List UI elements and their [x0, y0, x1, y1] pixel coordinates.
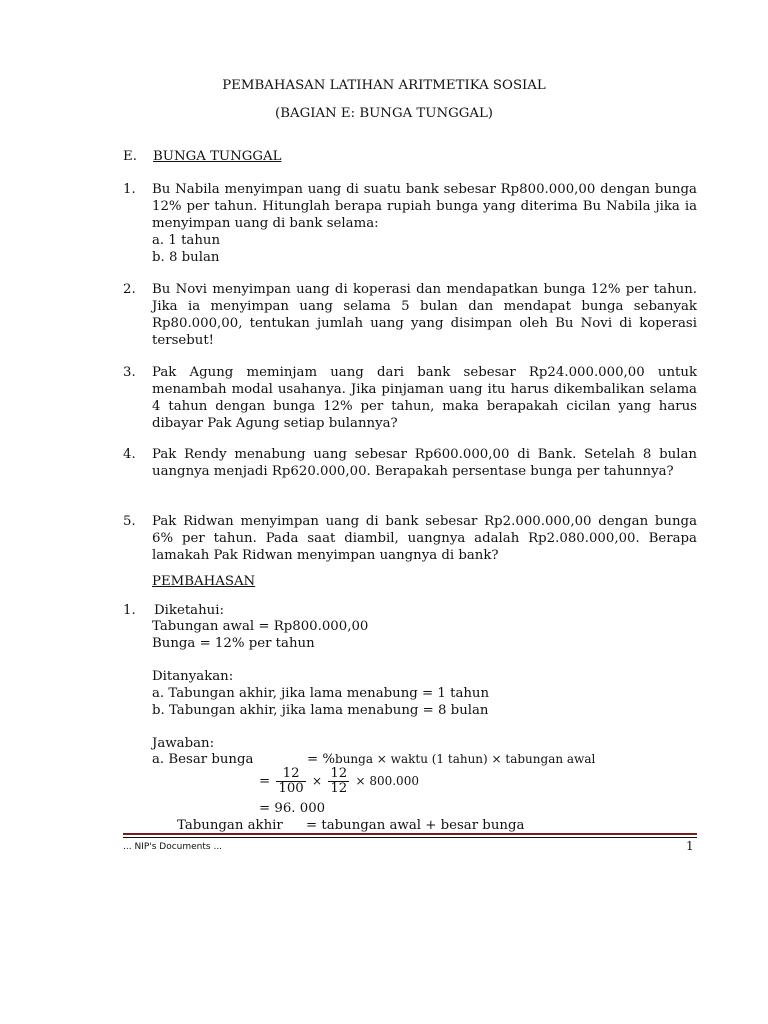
question-number: 3.	[123, 365, 136, 380]
document-subtitle: (BAGIAN E: BUNGA TUNGGAL)	[275, 106, 493, 121]
known-initial-savings: Tabungan awal = Rp800.000,00	[152, 619, 369, 634]
section-letter: E.	[123, 149, 137, 164]
pembahasan-heading: PEMBAHASAN	[152, 574, 256, 589]
section-name: BUNGA TUNGGAL	[153, 149, 282, 164]
section-heading	[123, 149, 281, 164]
calculation-line	[259, 767, 419, 796]
ask-item-b: b. Tabungan akhir, jika lama menabung = 8 bulan	[152, 703, 489, 718]
fraction-time	[328, 767, 349, 796]
fraction-numerator: 12	[330, 766, 348, 781]
question-text: Pak Ridwan menyimpan uang di bank sebesar Rp2.000.000,00 dengan bunga 6% per tahun. Pada saat diambil, uangnya adalah Rp2.080.000,00. Berapa lamakah Pak Ridwan menyimpan uangnya di bank?	[152, 514, 697, 563]
jawaban-label: Jawaban:	[152, 736, 215, 751]
question-number: 4.	[123, 447, 136, 462]
question-text: Bu Novi menyimpan uang di koperasi dan mendapatkan bunga 12% per tahun. Jika ia menyimpan uang selama 5 bulan dan mendapat bunga sebanyak Rp80.000,00, tentukan jumlah uang yang disimpan oleh Bu Novi di koperasi tersebut!	[152, 282, 697, 348]
besar-bunga-label: a. Besar bunga	[152, 752, 254, 767]
question-number: 2.	[123, 282, 136, 297]
question-text: Pak Rendy menabung uang sebesar Rp600.000,00 di Bank. Setelah 8 bulan uangnya menjadi Rp620.000,00. Berapakah persentase bunga per tahunnya?	[152, 447, 697, 479]
tabungan-akhir-label: Tabungan akhir	[177, 818, 283, 833]
question-item	[123, 513, 697, 564]
ditanyakan-label: Ditanyakan:	[152, 669, 234, 684]
question-item	[123, 364, 697, 432]
question-number: 5.	[123, 514, 136, 529]
footer-rule	[123, 837, 697, 838]
formula-line	[307, 751, 595, 768]
times-sign: ×	[312, 774, 323, 788]
question-item	[123, 446, 697, 480]
question-option: b. 8 bulan	[152, 250, 220, 265]
times-principal: × 800.000	[355, 774, 419, 788]
footer-text: ... NIP's Documents ...	[123, 842, 223, 852]
fraction-denominator: 12	[330, 781, 348, 796]
diketahui-label: Diketahui:	[154, 603, 224, 618]
document-title: PEMBAHASAN LATIHAN ARITMETIKA SOSIAL	[222, 78, 546, 93]
question-option: a. 1 tahun	[152, 233, 221, 248]
tabungan-akhir-formula: = tabungan awal + besar bunga	[306, 818, 525, 833]
calculation-result: = 96. 000	[259, 801, 326, 816]
question-text: Pak Agung meminjam uang dari bank sebesar Rp24.000.000,00 untuk menambah modal usahanya. Jika pinjaman uang itu harus dikembalikan selama 4 tahun dengan bunga 12% per tahun, maka berapakah cicilan yang harus dibayar Pak Agung setiap bulannya?	[152, 365, 697, 431]
page-number: 1	[686, 839, 694, 853]
question-item	[123, 281, 697, 349]
fraction-rate	[276, 767, 305, 796]
answer-number: 1.	[123, 603, 136, 618]
question-text: Bu Nabila menyimpan uang di suatu bank sebesar Rp800.000,00 dengan bunga 12% per tahun. Hitunglah berapa rupiah bunga yang diterima Bu Nabila jika ia menyimpan uang di bank selama:	[152, 182, 697, 231]
fraction-numerator: 12	[276, 767, 305, 782]
equals-sign: =	[259, 774, 271, 789]
question-number: 1.	[123, 182, 136, 197]
known-interest-rate: Bunga = 12% per tahun	[152, 636, 315, 651]
ask-item-a: a. Tabungan akhir, jika lama menabung = 1 tahun	[152, 686, 490, 701]
fraction-denominator: 100	[278, 781, 304, 796]
formula-eq: = %	[307, 752, 336, 767]
formula-text: bunga × waktu (1 tahun) × tabungan awal	[335, 752, 596, 766]
question-item	[123, 181, 697, 266]
footer-rule-accent	[123, 833, 697, 835]
